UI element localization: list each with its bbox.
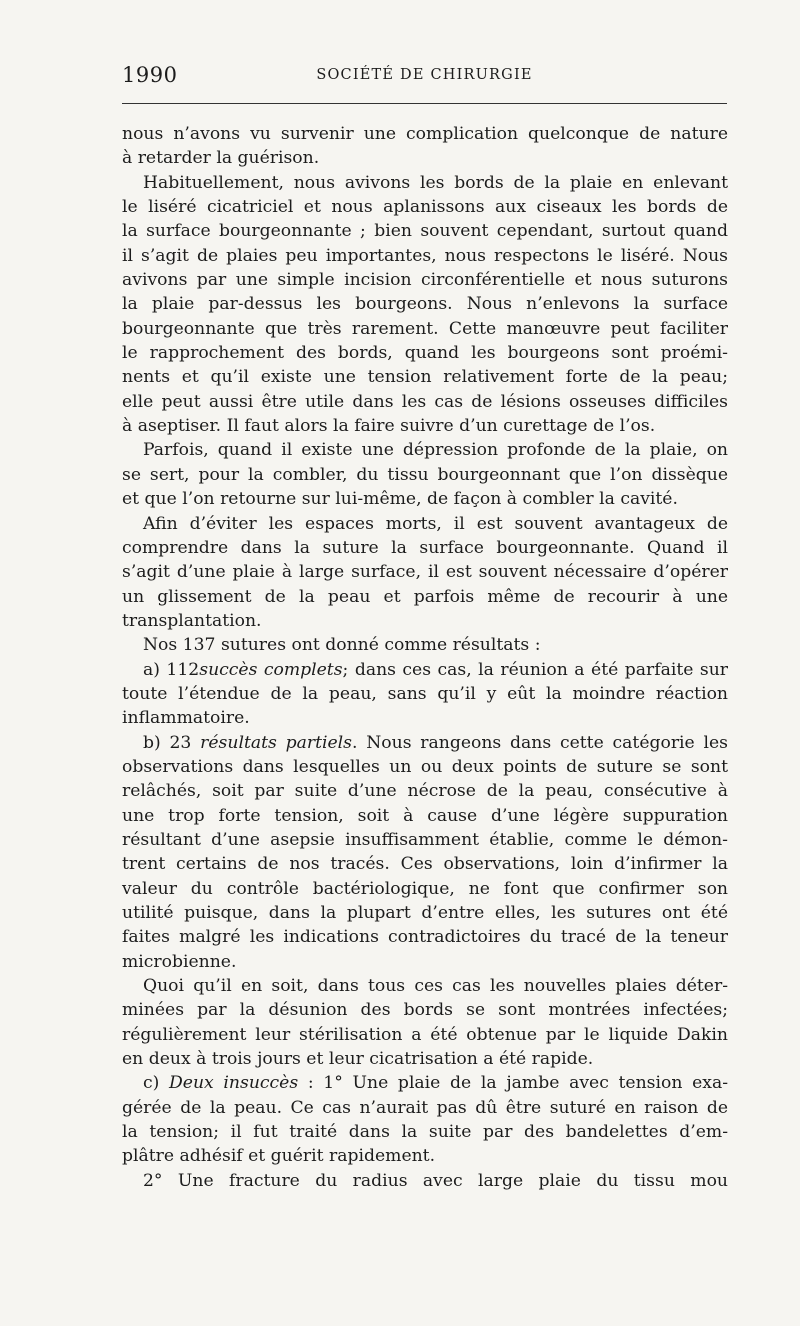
text-line: la tension; il fut traité dans la suite par des bandelettes d’em-	[122, 1122, 728, 1143]
text-line: nous n’avons vu survenir une complication quelconque de nature	[122, 124, 728, 144]
text-line: minées par la désunion des bords se sont montrées infectées;	[122, 1000, 728, 1021]
body-text	[122, 122, 728, 1193]
text-line: microbienne.	[122, 951, 237, 972]
text-line: Parfois, quand il existe une dépression profonde de la plaie, on	[143, 440, 728, 461]
text-line: s’agit d’une plaie à large surface, il est souvent nécessaire d’opérer	[122, 562, 728, 583]
italic-term: résultats partiels	[200, 732, 352, 753]
text-line: avivons par une simple incision circonférentielle et nous suturons	[122, 270, 728, 291]
list-marker: c)	[143, 1073, 170, 1094]
list-marker: a) 112	[143, 659, 200, 680]
text-line: transplantation.	[122, 610, 262, 631]
text-line: Quoi qu’il en soit, dans tous ces cas les nouvelles plaies déter-	[143, 976, 728, 997]
text-line: une trop forte tension, soit à cause d’une légère suppuration	[122, 805, 728, 826]
text-line	[122, 1071, 728, 1095]
text-line: la surface bourgeonnante ; bien souvent cependant, surtout quand	[122, 221, 728, 242]
text-line: inflammatoire.	[122, 708, 250, 729]
text-line: comprendre dans la suture la surface bourgeonnante. Quand il	[122, 537, 728, 558]
text-line: il s’agit de plaies peu importantes, nous respectons le liséré. Nous	[122, 245, 728, 266]
text-line: elle peut aussi être utile dans les cas de lésions osseuses difficiles	[122, 391, 728, 412]
text-line: résultant d’une asepsie insuffisamment établie, comme le démon-	[122, 829, 728, 850]
text-line: se sert, pour la combler, du tissu bourgeonnant que l’on dissèque	[122, 464, 728, 485]
running-title: SOCIÉTÉ DE CHIRURGIE	[316, 67, 533, 83]
italic-term: succès complets	[199, 659, 343, 680]
text-line: Habituellement, nous avivons les bords de la plaie en enlevant	[143, 172, 728, 193]
text-line: la plaie par-dessus les bourgeons. Nous n’enlevons la surface	[122, 294, 728, 315]
text-line: valeur du contrôle bactériologique, ne font que confirmer son	[122, 878, 728, 899]
text-line	[122, 658, 728, 682]
text-line: gérée de la peau. Ce cas n’aurait pas dû être suturé en raison de	[122, 1097, 728, 1118]
line-rest: : 1° Une plaie de la jambe avec tension exa-	[298, 1073, 728, 1094]
text-line: Afin d’éviter les espaces morts, il est souvent avantageux de	[143, 513, 728, 534]
text-line: un glissement de la peau et parfois même de recourir à une	[122, 586, 728, 607]
page-header	[122, 63, 727, 93]
text-line: à aseptiser. Il faut alors la faire suivre d’un curettage de l’os.	[122, 416, 656, 437]
text-line	[122, 731, 728, 755]
text-line: en deux à trois jours et leur cicatrisation a été rapide.	[122, 1049, 594, 1070]
text-line: et que l’on retourne sur lui-même, de façon à combler la cavité.	[122, 489, 678, 510]
italic-term: Deux insuccès	[169, 1073, 299, 1094]
line-rest: ; dans ces cas, la réunion a été parfaite sur	[342, 659, 728, 680]
header-rule	[122, 103, 727, 104]
text-line: Nos 137 sutures ont donné comme résultats :	[143, 635, 541, 656]
list-marker: b) 23	[143, 732, 201, 753]
text-line: observations dans lesquelles un ou deux points de suture se sont	[122, 756, 728, 777]
text-line: plâtre adhésif et guérit rapidement.	[122, 1146, 436, 1167]
text-line: faites malgré les indications contradictoires du tracé de la teneur	[122, 927, 728, 948]
text-line: relâchés, soit par suite d’une nécrose de la peau, consécutive à	[122, 781, 728, 802]
line-rest: . Nous rangeons dans cette catégorie les	[351, 732, 729, 753]
text-line: le liséré cicatriciel et nous aplanissons aux ciseaux les bords de	[122, 197, 728, 218]
text-line: trent certains de nos tracés. Ces observations, loin d’infirmer la	[122, 854, 728, 875]
text-line: nents et qu’il existe une tension relativement forte de la peau;	[122, 367, 728, 388]
page-number: 1990	[122, 63, 178, 87]
text-line: le rapprochement des bords, quand les bourgeons sont proémi-	[122, 343, 728, 364]
text-line: à retarder la guérison.	[122, 148, 320, 169]
text-line: toute l’étendue de la peau, sans qu’il y eût la moindre réaction	[122, 683, 728, 704]
text-line: utilité puisque, dans la plupart d’entre elles, les sutures ont été	[122, 903, 728, 923]
text-line: régulièrement leur stérilisation a été obtenue par le liquide Dakin	[122, 1024, 728, 1045]
text-line: 2° Une fracture du radius avec large plaie du tissu mou	[143, 1170, 728, 1191]
text-line: bourgeonnante que très rarement. Cette manœuvre peut faciliter	[122, 318, 728, 339]
